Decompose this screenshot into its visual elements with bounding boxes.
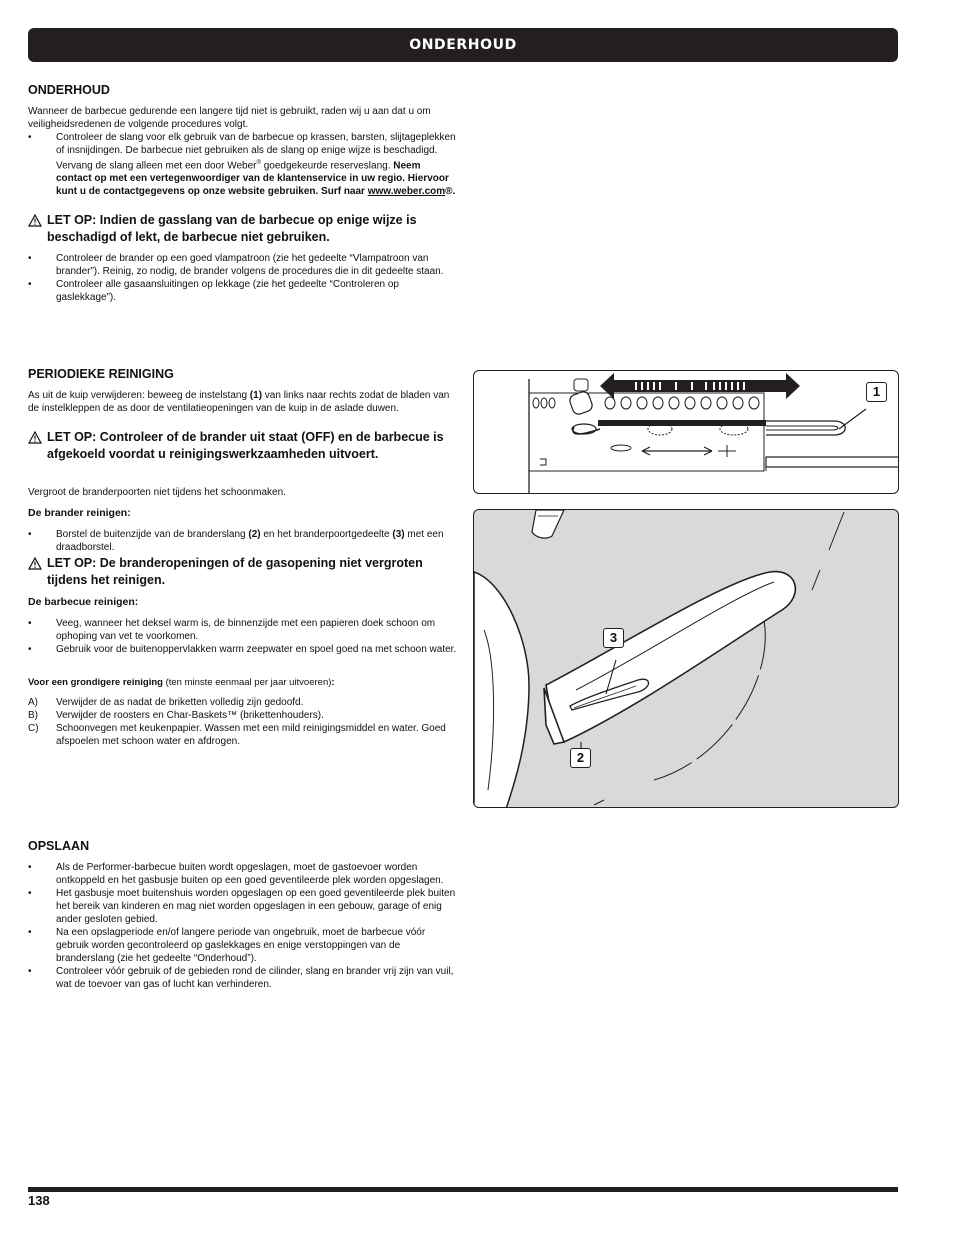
step-letter: B) [28,710,38,721]
callout-ref-1: (1) [249,390,263,401]
list-item-text: Het gasbusje moet buitenshuis worden opgeslagen op een goed geventileerde plek buiten het bereik van kinderen en mag niet worden opgeslagen in een gebouw, garage of enig ander gesloten gebied. [56,888,456,925]
cleaning-intro-text: As uit de kuip verwijderen: beweeg de instelstang [28,390,250,401]
step-letter: A) [28,697,38,708]
callout-ref-2: (2) [248,529,261,540]
list-item-text: Na een opslagperiode en/of langere periode van ongebruik, moet de barbecue vóór gebruik worden gecontroleerd op gaslekkages en enige verstoppingen van de branderslang (zie het gedeelte “Onderhoud”). [56,927,426,964]
burner-off-warning-text: LET OP: Controleer of de brander uit staat (OFF) en de barbecue is afgekoeld voordat u reinigingswerkzaamheden uitvoert. [47,430,444,461]
step-text: Verwijder de roosters en Char-Baskets™ (brikettenhouders). [56,710,324,721]
bullet-dot: • [28,529,32,540]
list-item [28,617,458,643]
list-item-text: Als de Performer-barbecue buiten wordt opgeslagen, moet de gastoevoer worden ontkoppeld en het gasbusje buiten op een goed geventileerde plek worden opgeslagen. [56,862,444,886]
step-text: Verwijder de as nadat de briketten volledig zijn gedoofd. [56,697,304,708]
hose-replace-text: goedgekeurde reserveslang. [260,160,394,172]
burner-cleaning-subheading: De brander reinigen: [28,507,131,519]
cleaning-intro-text-2: van links naar rechts zodat de bladen van de instelkleppen de as door de ventilatieopeningen van de kuip in de aslade duwen. [28,390,450,414]
list-item [28,887,458,926]
bullet-dot: • [28,279,32,290]
list-item [28,252,458,278]
cleaning-heading: PERIODIEKE REINIGING [28,367,174,381]
callout-ref-3: (3) [392,529,405,540]
hose-warning [28,212,458,246]
maintenance-intro: Wanneer de barbecue gedurende een langere tijd niet is gebruikt, raden wij u aan dat u om veiligheidsredenen de volgende procedures volgt. [28,106,431,130]
section-header-bar [28,28,898,62]
bullet-dot: • [28,888,32,899]
registered-mark: ® [256,160,261,166]
contact-service-text: Neem contact op met een vertegenwoordiger van de klantenservice in uw regio. Hiervoor kunt u de contactgegevens op onze website gebruiken. Surf naar [56,160,449,198]
list-item [28,926,458,965]
bullet-dot: • [28,862,32,873]
list-item-text: Controleer de brander op een goed vlampatroon (zie het gedeelte “Vlampatroon van brander”). Reinig, zo nodig, de brander volgens de procedures die in dit gedeelte staan. [56,253,444,277]
thorough-cleaning-steps [28,696,458,748]
storage-list [28,861,458,991]
step-letter: C) [28,723,39,734]
list-item-text: Veeg, wanneer het deksel warm is, de binnenzijde met een papieren doek schoon om ophoping van vet te voorkomen. [56,618,436,642]
list-item [28,965,458,991]
ash-sweep-figure [473,370,899,494]
hose-check-text: Controleer de slang voor elk gebruik van de barbecue op krassen, barsten, slijtageplekken of insnijdingen. De barbecue niet gebruiken als de slang op enige wijze is beschadigd. Vervang de slang alleen met een door Weber [56,132,456,172]
ash-sweep-illustration [474,371,899,494]
step-text: Schoonvegen met keukenpapier. Wassen met een mild reinigingsmiddel en water. Goed afspoelen met schoon water en afdrogen. [56,723,446,747]
callout-1: 1 [866,382,887,402]
list-item [28,696,458,709]
callout-3: 3 [603,628,624,648]
list-item [28,709,458,722]
link-suffix: ®. [445,186,456,198]
list-item-text: Controleer alle gasaansluitingen op lekkage (zie het gedeelte “Controleren op gaslekkage”). [56,279,399,303]
burner-cleaning-list [28,528,458,554]
warning-triangle-icon [28,214,42,227]
warning-triangle-icon [28,557,42,570]
cleaning-intro [28,389,458,415]
thorough-cleaning-label: Voor een grondigere reiniging [28,677,163,688]
burner-tube-illustration [474,510,899,808]
bullet-dot: • [28,644,32,655]
footer-rule [28,1187,898,1192]
list-item-text: met een draadborstel. [56,529,444,553]
list-item [28,131,458,198]
burner-tube-figure [473,509,899,808]
bullet-dot: • [28,966,32,977]
section-header-title: ONDERHOUD [409,37,517,53]
thorough-cleaning-frequency: (ten minste eenmaal per jaar uitvoeren) [162,677,332,688]
maintenance-bullet-list [28,252,458,304]
list-item [28,528,458,554]
list-item [28,722,458,748]
weber-website-link[interactable]: www.weber.com [367,186,446,198]
storage-heading: OPSLAAN [28,839,90,853]
list-item-text: Controleer vóór gebruik of de gebieden rond de cilinder, slang en brander vrij zijn van vuil, wat de toevoer van gas of lucht kan verhinderen. [56,966,454,990]
thorough-cleaning-colon: : [331,677,335,688]
warning-triangle-icon [28,431,42,444]
callout-2: 2 [570,748,591,768]
list-item-text: en het branderpoortgedeelte [260,529,393,540]
bullet-dot: • [28,253,32,264]
bbq-cleaning-list [28,617,458,656]
bullet-dot: • [28,618,32,629]
burner-openings-warning-text: LET OP: De branderopeningen of de gasopening niet vergroten tijdens het reinigen. [47,556,423,587]
burner-ports-note: Vergroot de branderpoorten niet tijdens het schoonmaken. [28,487,286,498]
list-item-text: Borstel de buitenzijde van de branderslang [56,529,249,540]
hose-warning-text: LET OP: Indien de gasslang van de barbecue op enige wijze is beschadigd of lekt, de barbecue niet gebruiken. [47,213,417,244]
bullet-dot: • [28,927,32,938]
list-item [28,861,458,887]
list-item-text: Gebruik voor de buitenoppervlakken warm zeepwater en spoel goed na met schoon water. [56,644,457,655]
thorough-cleaning-intro [28,676,458,689]
maintenance-heading: ONDERHOUD [28,83,110,97]
list-item [28,278,458,304]
bbq-cleaning-subheading: De barbecue reinigen: [28,596,139,608]
burner-openings-warning [28,555,458,589]
list-item [28,643,458,656]
bullet-dot: • [28,132,32,143]
maintenance-hose-bullet [28,131,458,198]
page-number: 138 [28,1193,50,1208]
burner-off-warning [28,429,458,463]
